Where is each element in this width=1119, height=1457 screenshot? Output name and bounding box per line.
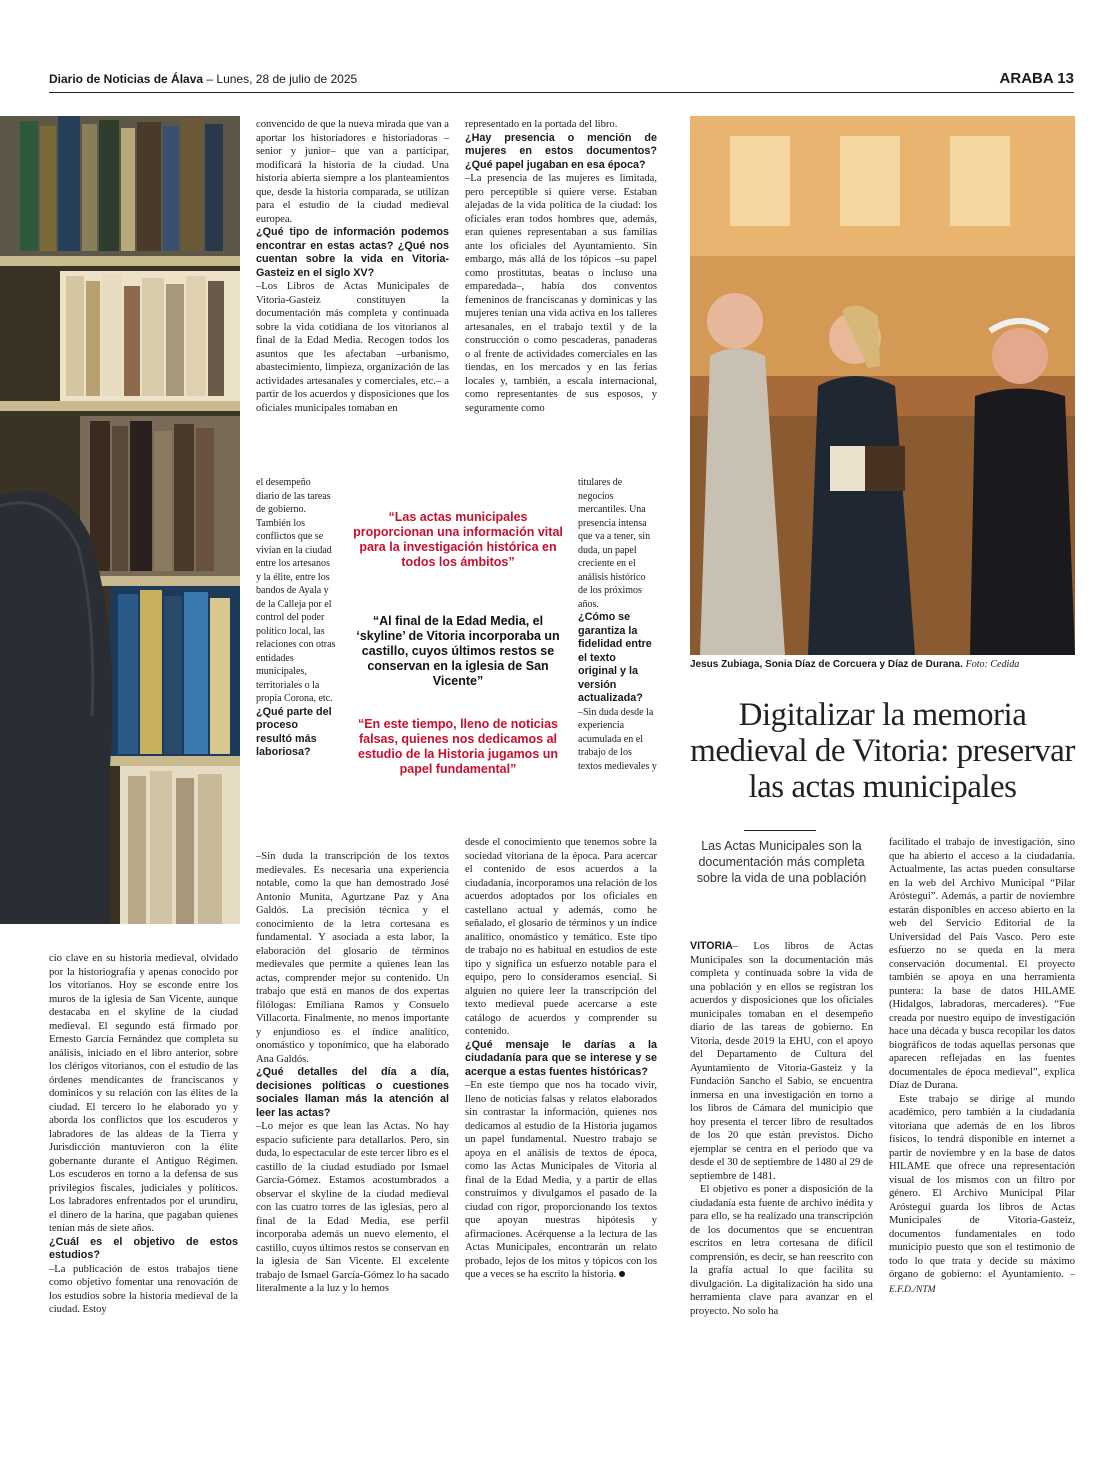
column-2-lower	[256, 850, 449, 1296]
paragraph: el desempeño diario de las tareas de gobierno. También los conflictos que se vivían en la ciudad entre los artesanos y la élite, entre los bandos de Ayala y de la Calleja por el control del poder político local, las relaciones con otras entidades municipales, territoriales o la propia Corona, etc.	[256, 477, 336, 704]
question: ¿Qué parte del proceso resultó más laboriosa?	[256, 705, 332, 758]
column-1	[49, 952, 238, 1317]
caption-names: Jesus Zubiaga, Sonia Díaz de Corcuera y Díaz de Durana.	[690, 659, 963, 670]
paragraph: –Lo mejor es que lean las Actas. No hay espacio suficiente para detallarlos. Pero, sin duda, lo espectacular de este tercer libro es el castillo de la ciudad estudiado por Ismael García-Gómez. Estamos acostumbrados a observar el skyline de la ciudad medieval con las cuatro torres de las iglesias, pero al final de la Edad Media, ese perfil incorporaba además un nuevo elemento, el castillo, cuyos últimos restos se conservan en la iglesia de San Vicente. El excelente trabajo de Ismael García-Gómez lo ha sacado literalmente a la luz y lo hemos	[256, 1121, 449, 1294]
column-5	[889, 836, 1075, 1297]
paragraph-text: – Los libros de Actas Municipales son la documentación más completa y continuada sobre la vida de una población y en ellos se registran los acuerdos y disposiciones que los oficiales municipales tomaban en el desempeño diario de las tareas de gobierno. En Vitoria, desde 2019 la EHU, con el apoyo del Departamento de Cultura del Ayuntamiento de Vitoria-Gasteiz y la Fundación Sancho el Sabio, se encuentra inmersa en una investigación en torno a los libros de Cámara del municipio que hoy presenta el tercer libro de resultados de los 20 que están previstos. Dicho ejemplar se centra en el periodo que va desde el 30 de septiembre de 1480 al 29 de septiembre de 1481.	[690, 941, 873, 1182]
section-page-number: ARABA 13	[999, 70, 1074, 87]
author-signature: – E.F.D./NTM	[889, 1270, 1075, 1295]
pullquote-3: “En este tiempo, lleno de noticias falsas, quienes nos dedicamos al estudio de la Historia jugamos un papel fundamental”	[357, 717, 559, 776]
column-3-lower	[465, 836, 657, 1282]
publication-date: – Lunes, 28 de julio de 2025	[206, 72, 358, 86]
photo-credit: Foto: Cedida	[965, 659, 1020, 670]
dateline: VITORIA	[690, 940, 733, 952]
column-2	[256, 118, 449, 415]
publication-name: Diario de Noticias de Álava	[49, 72, 204, 86]
question: ¿Qué tipo de información podemos encontrar en estas actas? ¿Qué nos cuentan sobre la vida en Vitoria-Gasteiz en el siglo XV?	[256, 226, 449, 279]
column-2-narrow	[256, 476, 336, 760]
column-3	[465, 118, 657, 415]
paragraph: –La publicación de estos trabajos tiene como objetivo fomentar una renovación de los estudios sobre la historia medieval de la ciudad. Estoy	[49, 1263, 238, 1315]
paragraph-text: Este trabajo se dirige al mundo académico, pero también a la ciudadanía vitoriana que además de en los libros físicos, lo tendrá disponible en internet a partir de noviembre y en la base de datos HILAME que ofrece una representación visual de los mismos con un filtro por género. El Archivo Municipal Pilar Aróstegui guarda los libros de Actas Municipales de Vitoria-Gasteiz, documentos fundamentales en todo municipio puesto que son el testimonio de todo lo que trata y decide su máximo órgano de gobierno: el Ayuntamiento.	[889, 1093, 1075, 1280]
column-3-narrow	[578, 476, 657, 773]
column-4	[690, 940, 873, 1318]
paragraph: –Sin duda desde la experiencia acumulada en el trabajo de los textos medievales y	[578, 706, 657, 772]
headline: Digitalizar la memoria medieval de Vitoria: preservar las actas municipales	[690, 697, 1075, 805]
question: ¿Qué mensaje le darías a la ciudadanía para que se interese y se acerque a estas fuentes históricas?	[465, 1038, 657, 1078]
presentation-photo	[690, 116, 1075, 655]
paragraph: desde el conocimiento que tenemos sobre la sociedad vitoriana de la época. Para acercar el contenido de esos acuerdos a la ciudadanía, incorporamos una relación de los acuerdos adoptados por los oficiales en castellano actual y además, como he señalado, el glosario de términos y un índice analítico, onomástico y temático. Este tipo de trabajo no es habitual en estudios de este tipo y significa un esfuerzo notable para el equipo, pero lo consideramos esencial. Si alguien no quiere leer la transcripción del texto medieval puede acercarse a este catálogo de acuerdos y comprender su contenido.	[465, 837, 657, 1037]
question: ¿Cuál es el objetivo de estos estudios?	[49, 1235, 238, 1261]
question: ¿Cómo se garantiza la fidelidad entre el texto original y la versión actualizada?	[578, 611, 652, 704]
photo-caption	[690, 659, 1075, 670]
paragraph-text: –En este tiempo que nos ha tocado vivir, lleno de noticias falsas y relatos elaborados sin contrastar la información, quienes nos dedicamos al estudio de la Historia jugamos un papel fundamental. Nuestro trabajo se apoya en el análisis de textos de época, como las Actas Municipales de Vitoria al final de la Edad Media, y a partir de ellas construimos y divulgamos el pasado de la ciudad con rigor, proporcionando los textos que apoyan nuestras hipótesis y afirmaciones. Acérquense a la lectura de las Actas Municipales, encontrarán un relato probado, lejos de los mitos y tópicos con los que a veces se ha escrito la historia.	[465, 1080, 657, 1280]
paragraph: cio clave en su historia medieval, olvidado por la historiografía y apenas conocido por los vitorianos. Hoy se esconde entre los muros de la iglesia de San Vicente, aunque destacaba en el skyline de la ciudad medieval. El segundo está firmado por Ernesto García Fernández que completa su análisis, iniciado en el libro anterior, sobre los clérigos vitorianos, con el estudio de las órdenes mendicantes de franciscanos y dominicos y su relación con las élites de la ciudad. El tercero lo he elaborado yo y aborda los conflictos que los escuderos y labradores de las aldeas de la Tierra y Jurisdicción mantuvieron con la élite gobernante durante el Antiguo Régimen. Los escuderos en torno a la defensa de sus privilegios fiscales, judiciales y políticos. Los labradores enfrentados por el urundiru, el dinero de la harina, que pagaban quienes tenían más de siete años.	[49, 953, 238, 1234]
paragraph	[465, 1079, 657, 1282]
end-of-article-mark	[619, 1271, 625, 1277]
question: ¿Qué detalles del día a día, decisiones políticas o cuestiones sociales llaman más la atención al leer las actas?	[256, 1066, 449, 1119]
paragraph: convencido de que la nueva mirada que van a aportar los historiadores e historiadoras –senior y junior– que van a participar, modificará la historia de la ciudad. Una historia abierta siempre a los planteamientos que, desde la historia comparada, se utilizan para el estudio de la ciudad medieval europea.	[256, 119, 449, 225]
paragraph: facilitado el trabajo de investigación, sino que ha abierto el acceso a la ciudadanía. Actualmente, las actas pueden consultarse en la web del Archivo Municipal “Pilar Aróstegui”. Además, a partir de noviembre estarán disponibles en acceso abierto en la web del Servicio Editorial de la Universidad del País Vasco. Pero este esfuerzo no se queda en la mera conservación documental. El proyecto también se apoya en una herramienta puntera: la base de datos HILAME (Hidalgos, labradoras, mercaderes). “Fue creada por nuestro equipo de investigación hace una década y busca recopilar los datos biográficos de todas aquellas personas que aparecen reflejadas en las fuentes documentales de época medieval”, explica Díaz de Durana.	[889, 837, 1075, 1091]
article-summary: Las Actas Municipales son la documentación más completa sobre la vida de una población	[696, 839, 867, 885]
pullquote-2: “Al final de la Edad Media, el ‘skyline’ de Vitoria incorporaba un castillo, cuyos últimos restos se conservan en la iglesia de San Vicente”	[356, 614, 560, 688]
paragraph: –Los Libros de Actas Municipales de Vitoria-Gasteiz constituyen la documentación más completa y continuada sobre la vida cotidiana de los vitorianos al final de la Edad Media. Recogen todos los asuntos que les afectaban –urbanismo, abastecimiento, limpieza, organización de las actividades artesanales y comerciales, etc.– a partir de los acuerdos y disposiciones que los oficiales municipales tomaban en	[256, 281, 449, 414]
interview-photo	[0, 116, 240, 924]
paragraph: titulares de negocios mercantiles. Una presencia intensa que va a tener, sin duda, un papel creciente en el análisis histórico de los próximos años.	[578, 477, 651, 610]
paragraph	[889, 1093, 1075, 1298]
paragraph	[690, 940, 873, 1183]
page-header	[49, 70, 1074, 93]
paragraph: –Sin duda la transcripción de los textos medievales. Es necesaria una experiencia notable, como la que han demostrado José Antonio Munita, Agurtzane Paz y Ana Galdós. La precisión técnica y el conocimiento de la letra cortesana es fundamental. Y asociada a esta labor, la elaboración del glosario de términos medievales que permite a quienes lean las actas, comprender mejor su contenido. Un trabajo que está en manos de dos expertas filólogas: Emiliana Ramos y Consuelo Villacorta. Finalmente, no menos importante y enjundioso es el índice analítico, onomástico y toponímico, que ha elaborado Ana Galdós.	[256, 851, 449, 1065]
people-photo-illustration	[690, 116, 1075, 655]
pullquote-1: “Las actas municipales proporcionan una información vital para la investigación histórica en todos los ámbitos”	[353, 510, 563, 569]
bookshelf-photo-illustration	[0, 116, 240, 924]
summary-rule	[744, 830, 816, 831]
paragraph: representado en la portada del libro.	[465, 119, 618, 130]
paragraph: El objetivo es poner a disposición de la ciudadanía esta fuente de archivo inédita y para ello, se ha realizado una transcripción de los documentos que se encuentran escritos en letra cortesana de difícil comprensión, es decir, se han reescrito con la grafía actual lo que facilita su divulgación. La digitalización ha sido una herramienta clave para avanzar en el proyecto. No solo ha	[690, 1184, 873, 1317]
paragraph: –La presencia de las mujeres es limitada, pero perceptible si quiere verse. Estaban alejadas de la vida política de la ciudad: los oficiales eran todos hombres que, además, eran quienes representaban a sus familias ante los oficiales del Ayuntamiento. Sin embargo, más allá de los tópicos –su papel como prostitutas, beatas o incluso una emparedada–, había dos conventos femeninos de franciscanas y dominicas y las mujeres tenían una vida activa en los talleres artesanales, en el trabajo textil y de la construcción o como pescaderas, panaderas o al frente de actividades comerciales en las tiendas, en los mercados y en las ferias locales y, también, a escala internacional, como representantes de sus esposos, y seguramente como	[465, 173, 657, 414]
question: ¿Hay presencia o mención de mujeres en estos documentos? ¿Qué papel jugaban en esa época?	[465, 131, 657, 171]
